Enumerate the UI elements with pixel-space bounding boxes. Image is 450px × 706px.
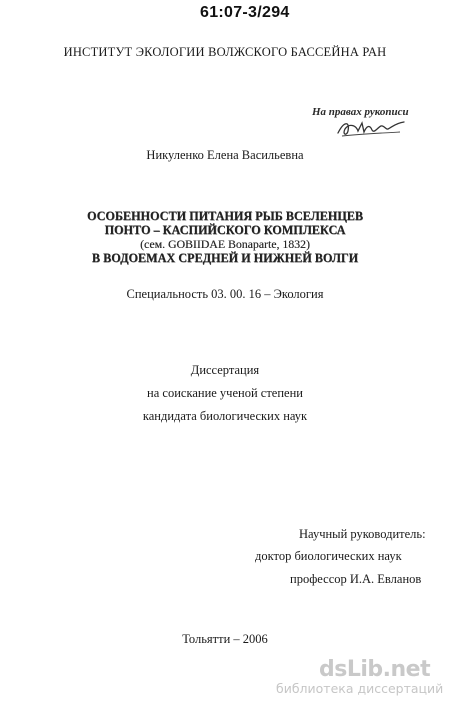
supervisor-degree: доктор биологических наук — [255, 549, 402, 563]
degree-line: кандидата биологических наук — [142, 409, 308, 423]
institute-name: ИНСТИТУТ ЭКОЛОГИИ ВОЛЖСКОГО БАССЕЙНА РАН — [63, 45, 387, 59]
thesis-title-line: ПОНТО – КАСПИЙСКОГО КОМПЛЕКСА — [104, 223, 346, 237]
work-type: Диссертация — [190, 363, 260, 377]
city-year: Тольятти – 2006 — [182, 632, 268, 646]
degree-line: на соискание ученой степени — [147, 386, 303, 400]
supervisor-heading: Научный руководитель: — [299, 527, 426, 541]
watermark-logo: dsLib.net — [319, 657, 431, 682]
watermark-subtitle: библиотека диссертаций — [276, 681, 444, 696]
archive-stamp: 61:07-3/294 — [200, 4, 290, 21]
signature-icon — [336, 117, 406, 139]
author-name: Никуленко Елена Васильевна — [146, 148, 304, 162]
specialty-line: Специальность 03. 00. 16 – Экология — [126, 287, 324, 301]
thesis-title-line: ОСОБЕННОСТИ ПИТАНИЯ РЫБ ВСЕЛЕНЦЕВ — [86, 209, 364, 223]
thesis-title-line: (сем. GOBIIDAE Bonaparte, 1832) — [140, 237, 310, 251]
thesis-title-line: В ВОДОЕМАХ СРЕДНЕЙ И НИЖНЕЙ ВОЛГИ — [91, 251, 359, 265]
supervisor-name: профессор И.А. Евланов — [290, 572, 422, 586]
manuscript-note: На правах рукописи — [312, 106, 409, 118]
